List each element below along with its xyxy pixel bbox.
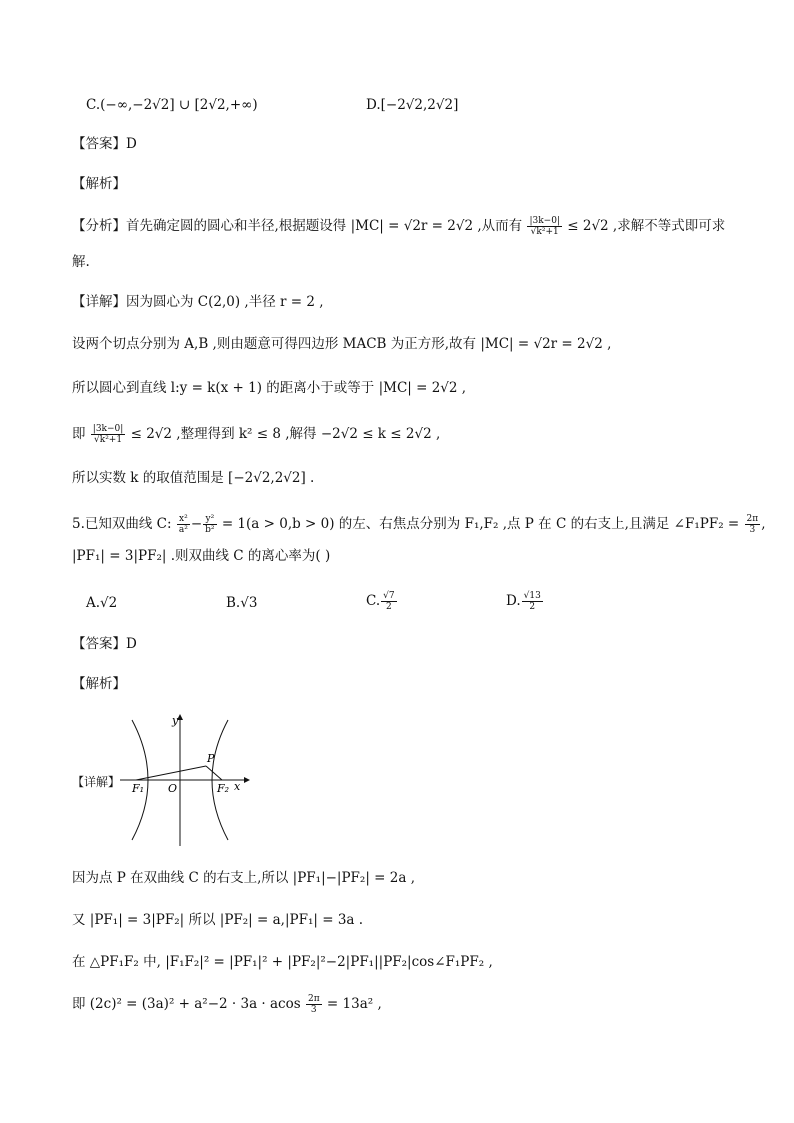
q5-detail-label: 【详解】 (72, 775, 121, 789)
distance-fraction-2 (91, 424, 126, 445)
q5-stem-line-1 (72, 514, 765, 535)
x-axis-arrow (244, 777, 250, 783)
segment-pf1 (136, 766, 206, 780)
frac-x2-a2 (177, 514, 190, 535)
option-d-prev: D.[−2√2,2√2] (366, 97, 459, 113)
answer-label: 【答案】D (72, 136, 137, 152)
f2-label: F₂ (217, 782, 230, 795)
frac-2pi-b: 2π (307, 994, 320, 1004)
detail-line-5: 所以实数 k 的取值范围是 [−2√2,2√2] . (72, 470, 315, 486)
frac-y2: y² (203, 514, 216, 525)
origin-label: O (168, 782, 178, 795)
q5-analysis-label: 【解析】 (72, 676, 126, 692)
fenxi-line-2: 解. (72, 254, 90, 270)
q5-option-c-den: 2 (386, 602, 392, 612)
q5-step-4 (72, 994, 382, 1015)
detail-line-4 (72, 424, 440, 445)
q5-option-d (506, 590, 544, 612)
q5-step-4-text: 即 (2c)² = (3a)² + a²−2 · 3a · acos (72, 996, 301, 1012)
q5-step-4-end: = 13a² , (326, 996, 382, 1012)
fraction-numerator-2: |3k−0| (92, 424, 124, 434)
fenxi-line-1 (72, 216, 725, 237)
detail-line-3: 所以圆心到直线 l:y = k(x + 1) 的距离小于或等于 |MC| = 2√2 , (72, 380, 467, 396)
frac-a2: a² (178, 525, 188, 535)
frac-3-b: 3 (310, 1005, 317, 1015)
q5-option-d-prefix: D. (506, 593, 521, 609)
q5-option-c (366, 590, 398, 612)
frac-b2: b² (205, 525, 215, 535)
q5-answer-label: 【答案】D (72, 636, 137, 652)
segment-pf2 (206, 766, 222, 780)
q5-option-a: A.√2 (86, 595, 118, 611)
fraction-denominator: √k²+1 (530, 227, 559, 237)
q5-option-d-frac (522, 591, 543, 612)
frac-x2: x² (177, 514, 190, 525)
frac-2pi: 2π (746, 514, 759, 524)
minus-sign: − (190, 516, 203, 532)
f1-label: F₁ (132, 782, 145, 795)
q5-option-b: B.√3 (226, 595, 258, 611)
frac-2pi-3-b (306, 994, 322, 1015)
option-c-prev: C.(−∞,−2√2] ∪ [2√2,+∞) (86, 97, 258, 113)
fraction-denominator-2: √k²+1 (94, 435, 123, 445)
detail-prefix: 即 (72, 426, 86, 442)
distance-fraction (527, 216, 562, 237)
fenxi-text-1: 【分析】首先确定圆的圆心和半径,根据题设得 |MC| = √2r = 2√2 ,从而有 (72, 218, 523, 234)
frac-y2-b2 (203, 514, 216, 535)
detail-line-1: 【详解】因为圆心为 C(2,0) ,半径 r = 2 , (72, 294, 324, 310)
frac-2pi-3 (745, 514, 761, 535)
x-axis-label: x (234, 780, 241, 793)
q5-option-d-num: √13 (523, 591, 541, 601)
comma: , (761, 516, 766, 532)
hyperbola-figure (120, 714, 250, 846)
q5-step-3: 在 △PF₁F₂ 中, |F₁F₂|² = |PF₁|² + |PF₂|²−2|PF₁||PF₂|cos∠F₁PF₂ , (72, 954, 493, 970)
q5-option-c-prefix: C. (366, 593, 381, 609)
q5-step-2: 又 |PF₁| = 3|PF₂| 所以 |PF₂| = a,|PF₁| = 3a . (72, 912, 364, 928)
fraction-numerator: |3k−0| (529, 216, 560, 226)
q5-stem-text: = 1(a > 0,b > 0) 的左、右焦点分别为 F₁,F₂ ,点 P 在 C 的右支上,且满足 ∠F₁PF₂ = (221, 516, 740, 532)
detail-line-2: 设两个切点分别为 A,B ,则由题意可得四边形 MACB 为正方形,故有 |MC| = √2r = 2√2 , (72, 336, 612, 352)
point-p-label: P (207, 752, 215, 765)
analysis-label: 【解析】 (72, 176, 126, 192)
y-axis-label: y (172, 714, 179, 727)
frac-3: 3 (749, 525, 756, 535)
q5-option-c-num: √7 (383, 591, 395, 601)
q5-stem-prefix: 5.已知双曲线 C: (72, 516, 172, 532)
q5-option-d-den: 2 (529, 602, 536, 612)
detail-text-4: ≤ 2√2 ,整理得到 k² ≤ 8 ,解得 −2√2 ≤ k ≤ 2√2 , (130, 426, 441, 442)
q5-stem-line-2: |PF₁| = 3|PF₂| .则双曲线 C 的离心率为( ) (72, 548, 331, 564)
q5-option-c-frac (381, 591, 396, 612)
q5-step-1: 因为点 P 在双曲线 C 的右支上,所以 |PF₁|−|PF₂| = 2a , (72, 870, 416, 886)
fenxi-text-2: ≤ 2√2 ,求解不等式即可求 (567, 218, 726, 234)
